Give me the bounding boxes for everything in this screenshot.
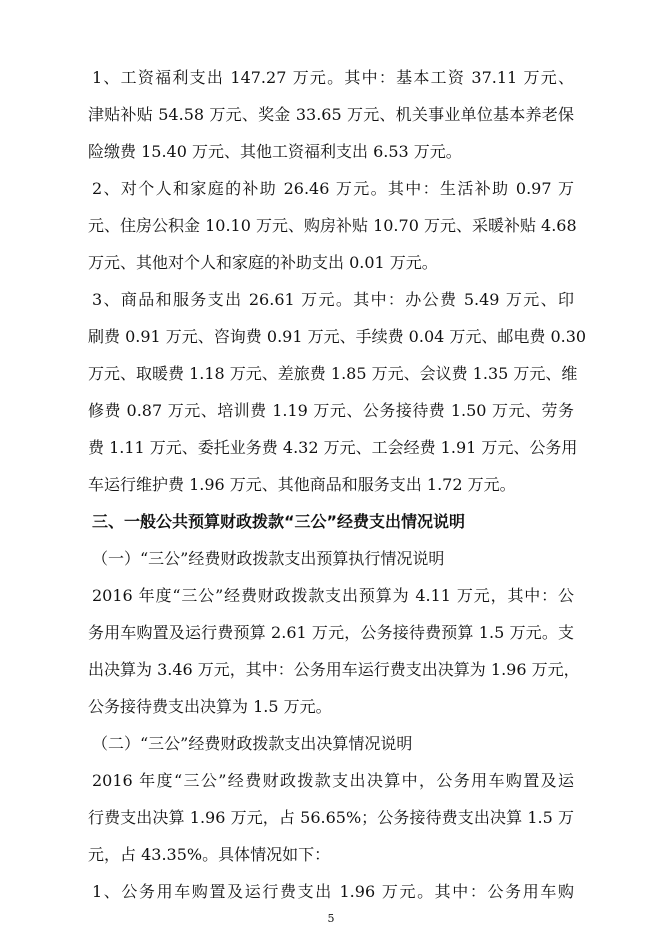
text-line: 修费 0.87 万元、培训费 1.19 万元、公务接待费 1.50 万元、劳务 <box>88 401 574 420</box>
text-line: 2016 年度“三公”经费财政拨款支出预算为 4.11 万元，其中：公 <box>92 586 574 605</box>
text-line: 2、对个人和家庭的补助 26.46 万元。其中：生活补助 0.97 万 <box>92 179 574 198</box>
text-line: 务用车购置及运行费预算 2.61 万元，公务接待费预算 1.5 万元。支 <box>88 623 574 642</box>
text-line: 元，占 43.35%。具体情况如下： <box>88 845 331 864</box>
section-heading: 三、一般公共预算财政拨款“三公”经费支出情况说明 <box>92 512 466 531</box>
text-line: 行费支出决算 1.96 万元，占 56.65%；公务接待费支出决算 1.5 万 <box>88 808 574 827</box>
text-line: 2016 年度“三公”经费财政拨款支出决算中，公务用车购置及运 <box>92 771 574 790</box>
text-line: 元、住房公积金 10.10 万元、购房补贴 10.70 万元、采暖补贴 4.68 <box>88 216 577 235</box>
text-line: 公务接待费支出决算为 1.5 万元。 <box>88 697 332 716</box>
text-line: 万元、其他对个人和家庭的补助支出 0.01 万元。 <box>88 253 438 272</box>
text-line: 出决算为 3.46 万元，其中：公务用车运行费支出决算为 1.96 万元， <box>88 660 580 679</box>
text-line: 险缴费 15.40 万元、其他工资福利支出 6.53 万元。 <box>88 142 462 161</box>
text-line: 车运行维护费 1.96 万元、其他商品和服务支出 1.72 万元。 <box>88 475 516 494</box>
text-line: 万元、取暖费 1.18 万元、差旅费 1.85 万元、会议费 1.35 万元、维 <box>88 364 578 383</box>
text-line: 1、公务用车购置及运行费支出 1.96 万元。其中：公务用车购 <box>92 882 574 901</box>
text-line: 刷费 0.91 万元、咨询费 0.91 万元、手续费 0.04 万元、邮电费 0.30 <box>88 327 587 346</box>
text-line: 1、工资福利支出 147.27 万元。其中：基本工资 37.11 万元、 <box>92 68 574 87</box>
text-line: 3、商品和服务支出 26.61 万元。其中：办公费 5.49 万元、印 <box>92 290 574 309</box>
text-line: 津贴补贴 54.58 万元、奖金 33.65 万元、机关事业单位基本养老保 <box>88 105 574 124</box>
text-line: 费 1.11 万元、委托业务费 4.32 万元、工会经费 1.91 万元、公务用 <box>88 438 578 457</box>
subsection-heading: （二）“三公”经费财政拨款支出决算情况说明 <box>92 734 413 753</box>
subsection-heading: （一）“三公”经费财政拨款支出预算执行情况说明 <box>92 549 445 568</box>
page-number: 5 <box>327 912 335 925</box>
